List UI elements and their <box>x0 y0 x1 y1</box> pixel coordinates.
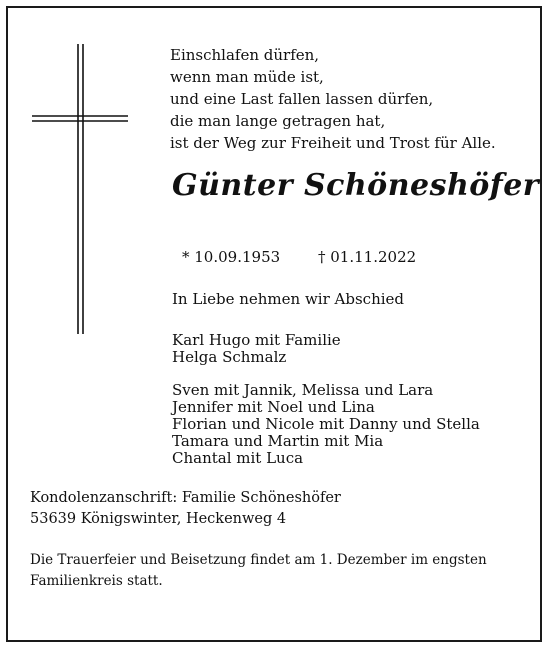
condolence-line: Kondolenzanschrift: Familie Schöneshöfer <box>30 490 341 506</box>
farewell-text: In Liebe nehmen wir Abschied <box>172 290 405 308</box>
family-line: Florian und Nicole mit Danny und Stella <box>172 415 480 433</box>
death-date: † 01.11.2022 <box>318 248 417 266</box>
family-line: Helga Schmalz <box>172 348 287 366</box>
condolence-address <box>30 488 341 530</box>
family-group-1 <box>172 332 341 366</box>
condolence-line: 53639 Königswinter, Heckenweg 4 <box>30 511 287 527</box>
cross-icon <box>30 38 140 338</box>
notice-line: Die Trauerfeier und Beisetzung findet am 1. Dezember im engsten <box>30 552 487 568</box>
deceased-name: Günter Schöneshöfer <box>172 168 540 203</box>
notice-line: Familienkreis statt. <box>30 573 163 589</box>
poem-line: Einschlafen dürfen, <box>170 46 320 64</box>
poem-line: und eine Last fallen lassen dürfen, <box>170 90 434 108</box>
family-line: Jennifer mit Noel und Lina <box>172 398 375 416</box>
family-line: Tamara und Martin mit Mia <box>172 432 384 450</box>
family-line: Sven mit Jannik, Melissa und Lara <box>172 381 434 399</box>
family-line: Chantal mit Luca <box>172 449 304 467</box>
poem <box>170 44 496 154</box>
birth-date: * 10.09.1953 <box>182 248 281 266</box>
family-group-2 <box>172 382 480 467</box>
family-line: Karl Hugo mit Familie <box>172 331 341 349</box>
funeral-notice <box>30 550 500 592</box>
poem-line: die man lange getragen hat, <box>170 112 386 130</box>
poem-line: ist der Weg zur Freiheit und Trost für Alle. <box>170 134 496 152</box>
poem-line: wenn man müde ist, <box>170 68 324 86</box>
